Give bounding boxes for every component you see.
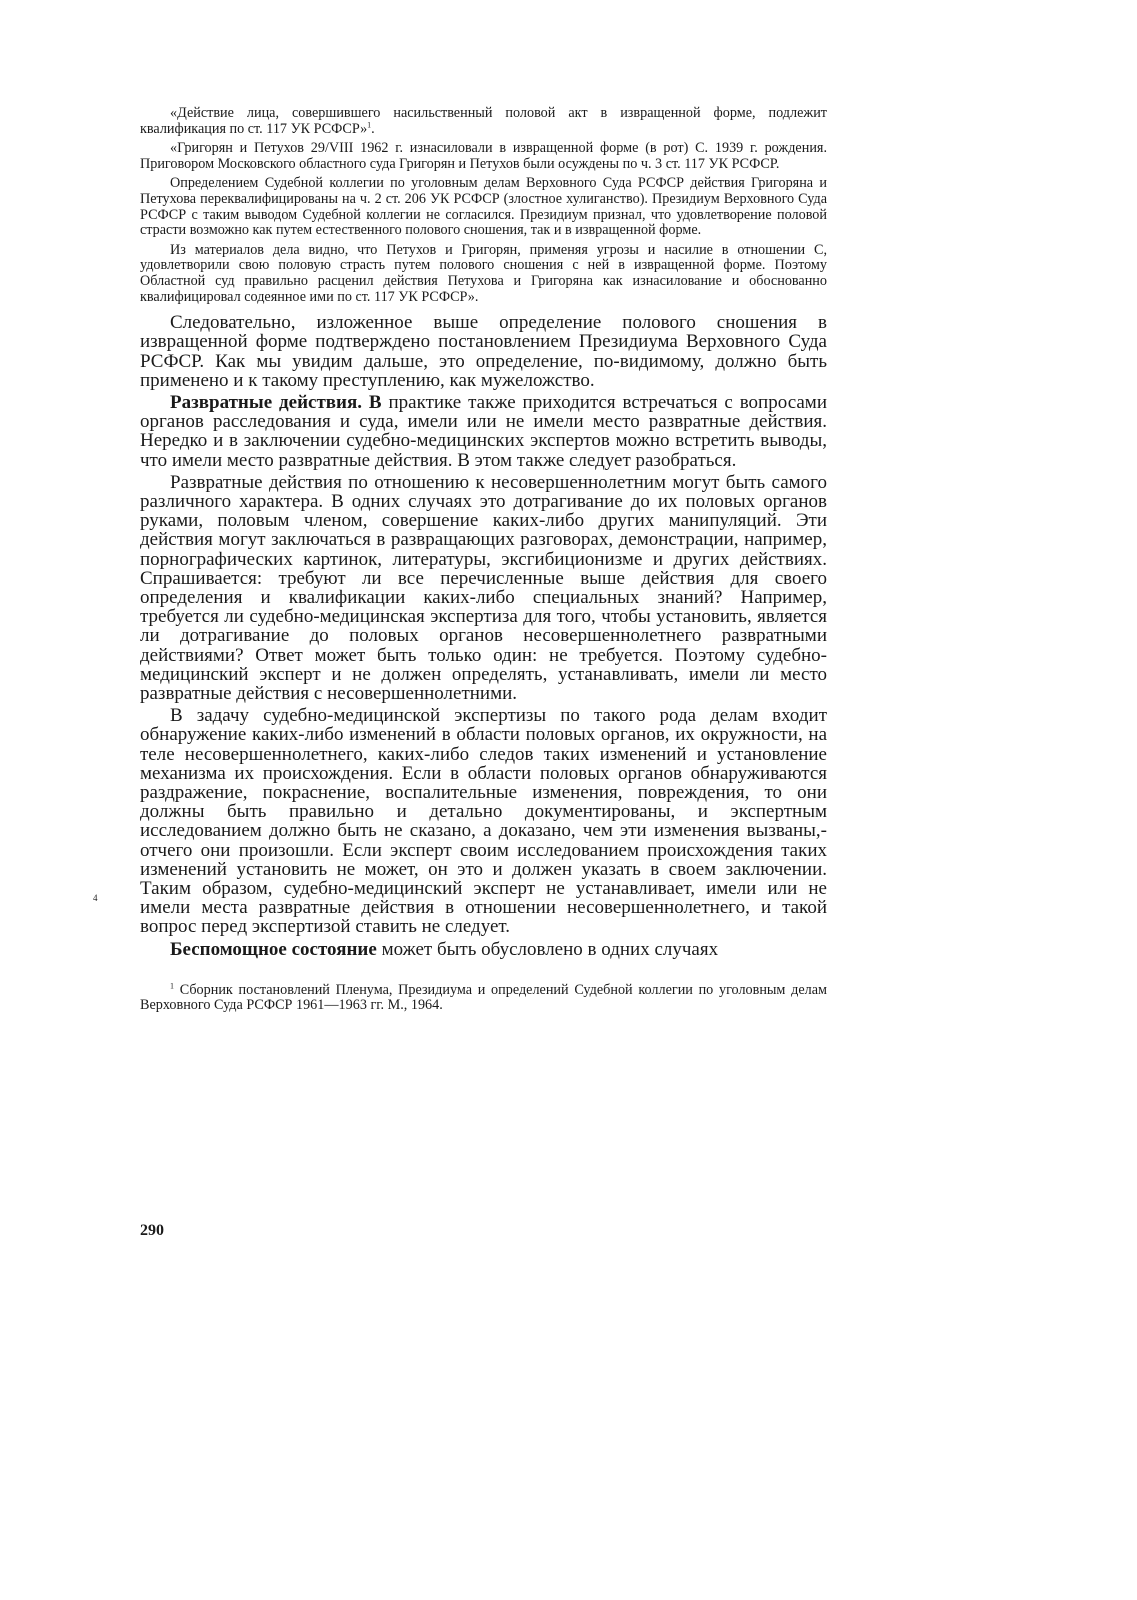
quote-paragraph-1: [140, 106, 827, 137]
body-paragraph-2: [140, 393, 827, 470]
quote-paragraph-2: «Григорян и Петухов 29/VIII 1962 г. изнасиловали в извращенной форме (в рот) С. 1939 г. рождения. Приговором Московского областного суда Григорян и Петухов были осуждены по ч. 3 ст. 117 УК РСФСР.: [140, 140, 827, 172]
body-paragraph-4: В задачу судебно-медицинской экспертизы по такого рода делам входит обнаружение каких-либо изменений в области половых органов, их окружности, на теле несовершеннолетнего, каких-либо следов таких изменений и установление механизма их происхождения. Если в области половых органов обнаруживаются раздражение, покраснение, воспалительные изменения, повреждения, то они должны быть правильно и детально документированы, и экспертным исследованием должно быть не сказано, а доказано, чем эти изменения вызваны,- отчего они произошли. Если эксперт своим исследованием происхождения таких изменений установить не может, он это и должен указать в своем заключении. Таким образом, судебно-медицинский эксперт не устанавливает, имели или не имели места развратные действия в отношении несовершеннолетнего, и такой вопрос перед экспертизой ставить не следует.: [140, 705, 827, 938]
page-content: [140, 106, 827, 1014]
footnote: [140, 983, 827, 1014]
quote-paragraph-3: Определением Судебной коллегии по уголовным делам Верховного Суда РСФСР действия Григоряна и Петухова переквалифицированы на ч. 2 ст. 206 УК РСФСР (злостное хулиганство). Президиум Верховного Суда РСФСР с таким выводом Судебной коллегии не согласился. Президиум признал, что удовлетворение половой страсти возможно как путем естественного полового сношения, так и в извращенной форме.: [140, 175, 827, 239]
margin-mark: 4: [93, 893, 98, 903]
page-number: 290: [140, 1222, 164, 1239]
body-paragraph-1: Следовательно, изложенное выше определение полового сношения в извращенной форме подтверждено постановлением Президиума Верховного Суда РСФСР. Как мы увидим дальше, это определение, по-видимому, должно быть применено и к такому преступлению, как мужеложство.: [140, 312, 827, 391]
section-heading-depraved-acts: Развратные действия. В: [170, 391, 382, 413]
body-text: может быть обусловлено в одних случаях: [376, 938, 719, 960]
footnote-ref: 1: [367, 119, 372, 129]
footnote-text: Сборник постановлений Пленума, Президиума и определений Судебной коллегии по уголовным делам Верховного Суда РСФСР 1961—1963 гг. М., 1964.: [140, 981, 827, 1014]
quote-paragraph-4: Из материалов дела видно, что Петухов и Григорян, применяя угрозы и насилие в отношении С, удовлетворили свою половую страсть путем полового сношения с ней в извращенной форме. Поэтому Областной суд правильно расценил действия Петухова и Григоряна как изнасилование и обоснованно квалифицировал содеянное ими по ст. 117 УК РСФСР».: [140, 241, 827, 305]
body-paragraph-5: [140, 940, 827, 959]
quote-end: .: [371, 120, 375, 137]
footnote-marker: 1: [170, 981, 174, 991]
quote-text: «Действие лица, совершившего насильственный половой акт в извращенной форме, подлежит квалификация по ст. 117 УК РСФСР»: [140, 105, 827, 137]
body-paragraph-3: Развратные действия по отношению к несовершеннолетним могут быть самого различного характера. В одних случаях это дотрагивание до их половых органов руками, половым членом, совершение каких-либо других манипуляций. Эти действия могут заключаться в развращающих разговорах, демонстрации, например, порнографических картинок, литературы, эксгибиционизме и других действиях. Спрашивается: требуют ли все перечисленные выше действия для своего определения и квалификации каких-либо специальных знаний? Например, требуется ли судебно-медицинская экспертиза для того, чтобы установить, является ли дотрагивание до половых органов несовершеннолетнего развратными действиями? Ответ может быть только один: не требуется. Поэтому судебно-медицинский эксперт и не должен определять, устанавливать, имели ли место развратные действия с несовершеннолетними.: [140, 471, 827, 704]
section-heading-helpless-state: Беспомощное состояние: [170, 938, 377, 960]
body-text: практике также приходится встречаться с вопросами органов расследования и суда, имели или не имели место развратные действия. Нередко и в заключении судебно-медицинских экспертов можно встретить выводы, что имели место развратные действия. В этом также следует разобраться.: [140, 391, 827, 471]
